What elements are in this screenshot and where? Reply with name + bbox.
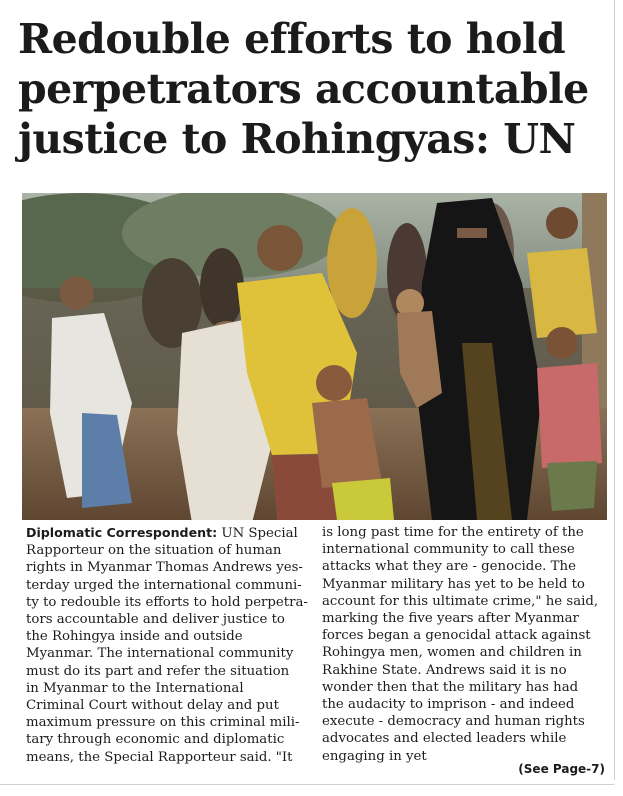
article-line: in Myanmar to the International — [26, 680, 244, 696]
article-line: forces began a genocidal attack against — [322, 628, 591, 644]
continued-link[interactable]: (See Page-7) — [518, 762, 605, 776]
headline — [18, 14, 610, 164]
article-line: Rapporteur on the situation of human — [26, 543, 282, 559]
article-line: Criminal Court without delay and put — [26, 698, 279, 714]
article-line: Rohingya men, women and children in — [322, 645, 582, 661]
article-line: tary through economic and diplomatic — [26, 732, 285, 748]
article-line: tors accountable and deliver justice to — [26, 612, 285, 628]
article-column-right — [322, 524, 614, 765]
article-line: execute - democracy and human rights — [322, 714, 585, 730]
article-line: maximum pressure on this criminal mili- — [26, 715, 300, 731]
article-line: ty to redouble its efforts to hold perpetra- — [26, 594, 308, 610]
article-line: advocates and elected leaders while — [322, 731, 567, 747]
article-column-left — [26, 524, 308, 766]
article-line-text: UN Special — [217, 526, 298, 541]
article-line: rights in Myanmar Thomas Andrews yes- — [26, 560, 303, 576]
article-line: is long past time for the entirety of the — [322, 525, 584, 540]
article-line: account for this ultimate crime," he said, — [322, 593, 599, 609]
article-line: Myanmar military has yet to be held to — [322, 576, 585, 592]
article-line: means, the Special Rapporteur said. "It — [26, 749, 293, 765]
article-line: international community to call these — [322, 542, 575, 558]
bottom-divider — [0, 784, 614, 785]
article-line: marking the five years after Myanmar — [322, 611, 579, 627]
article-line: Rakhine State. Andrews said it is no — [322, 662, 567, 678]
article-line: must do its part and refer the situation — [26, 663, 290, 679]
article-line: terday urged the international communi- — [26, 577, 302, 593]
article-line: attacks what they are - genocide. The — [322, 559, 576, 575]
article-line — [26, 524, 308, 542]
article-line: engaging in yet — [322, 748, 427, 764]
article-line: Myanmar. The international community — [26, 646, 294, 662]
column-divider — [614, 0, 615, 780]
news-photo — [22, 193, 607, 520]
headline-line: justice to Rohingyas: UN — [18, 115, 576, 163]
article-line: the audacity to imprison - and indeed — [322, 697, 575, 713]
article-line: wonder then that the military has had — [322, 679, 579, 695]
dateline: Diplomatic Correspondent: — [26, 525, 218, 540]
article-line: the Rohingya inside and outside — [26, 629, 243, 645]
headline-line: Redouble efforts to hold — [18, 15, 566, 63]
headline-line: perpetrators accountable — [18, 65, 589, 113]
